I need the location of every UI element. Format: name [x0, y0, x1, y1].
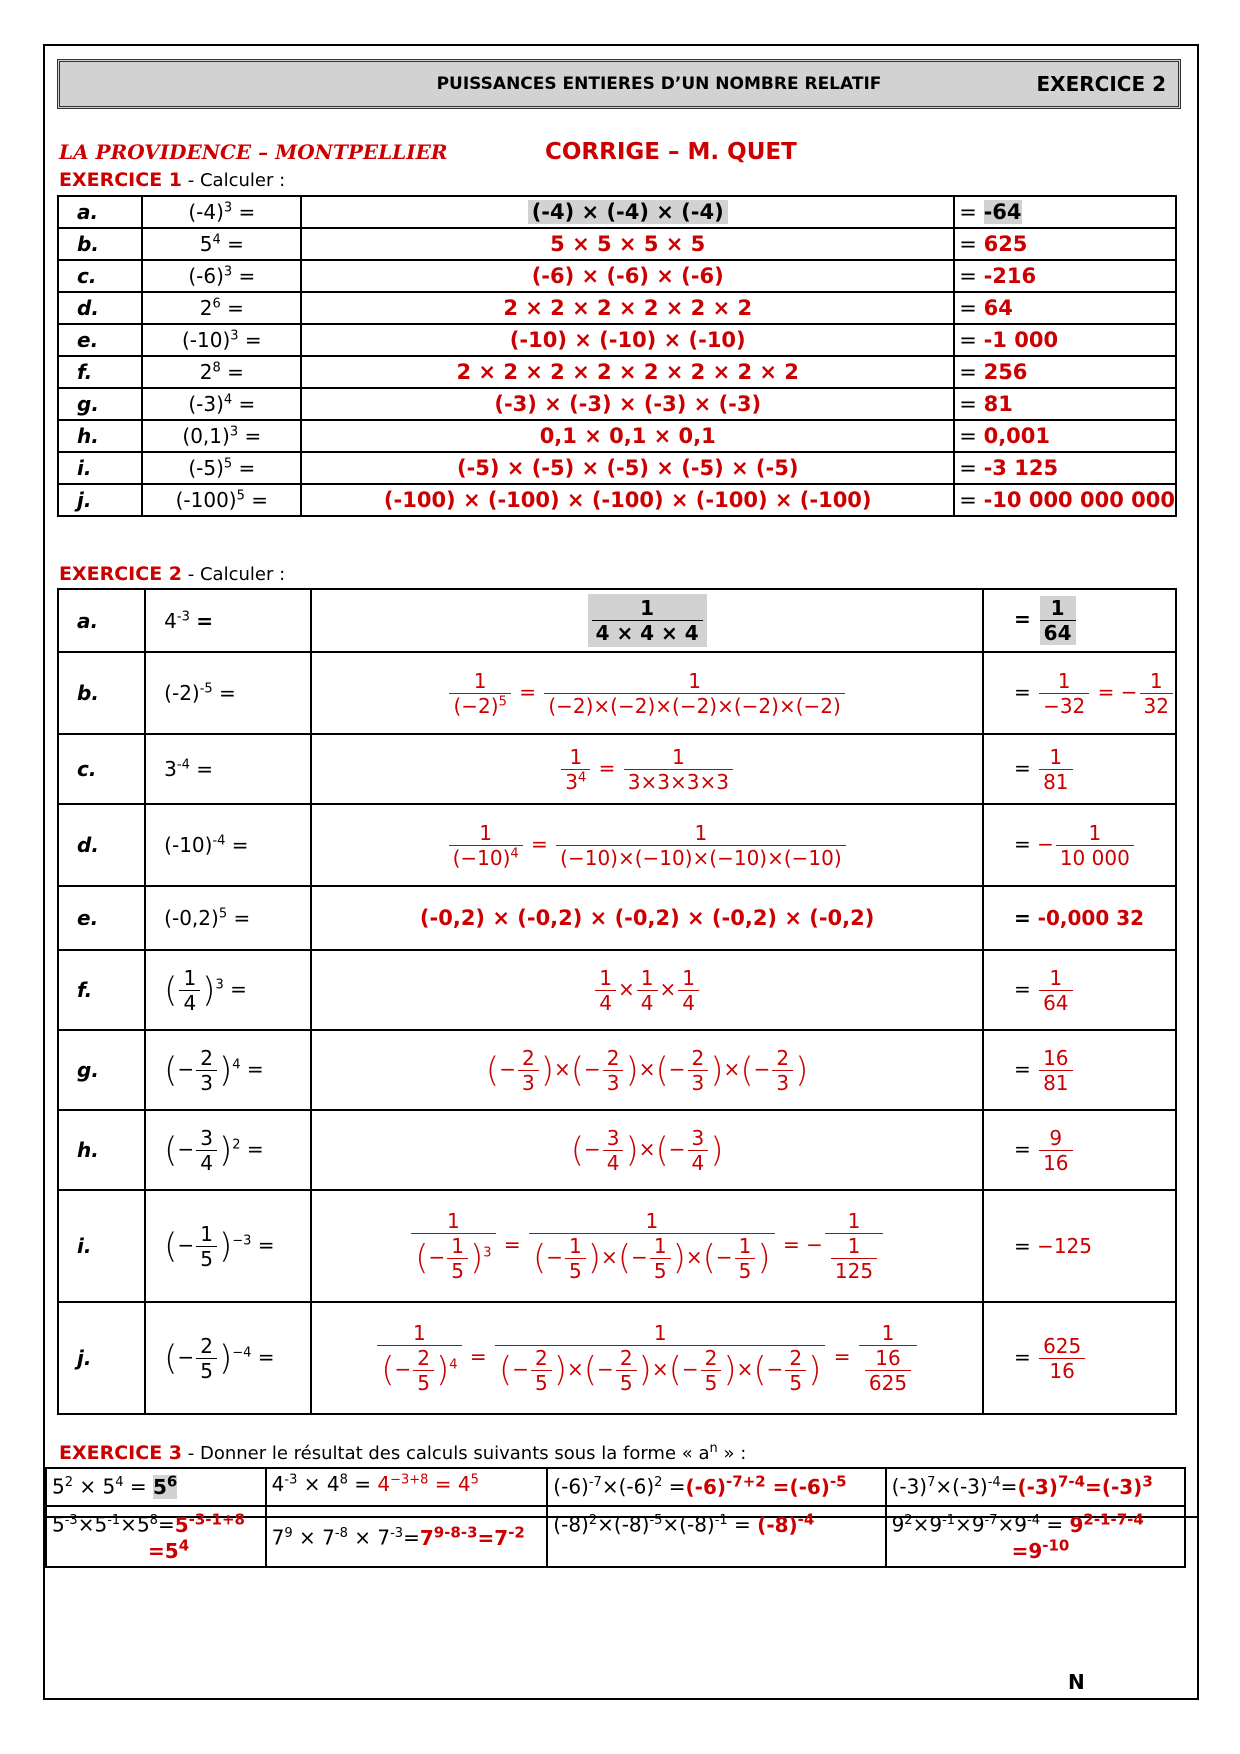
result: = -10 000 000 000: [954, 484, 1176, 516]
expansion: (-10) × (-10) × (-10): [301, 324, 954, 356]
ex1-row: [58, 324, 1176, 356]
ex2-row-i: i. (− $\frac{1}{5}$ )$^{-3}$ = 1 (− $\frac{1}{5}$ )$^3$ = 1 (− $\frac{1}{5}$ )×(− $\frac{1}{5}$ )×(− $\frac{1}{5}$ ) = − $\frac{1}{\frac{1}{125}}$ = −125: [58, 1190, 1176, 1302]
result: = -64: [954, 196, 1176, 228]
exercise-tag: EXERCICE 2: [1036, 72, 1166, 96]
ex3-table: [45, 1467, 1186, 1568]
ex3-cell-3: $(-6)^{-7}\times(-6)^2 =(-6)^{-7+2} =(-6)^{-5}$: [547, 1468, 885, 1506]
ex1-table: [57, 195, 1177, 517]
power-expression: $2^6$ =: [142, 292, 301, 324]
row-letter: c.: [58, 260, 142, 292]
power-expression: $2^8$ =: [142, 356, 301, 388]
ex3-cell-7: $(-8)^2\times(-8)^{-5}\times(-8)^{-1} = (-8)^{-4}$: [547, 1506, 885, 1567]
corner-mark: N: [1068, 1670, 1085, 1694]
ex3-cell-1: $5^2 \times 5^4 = 5^6$: [46, 1468, 266, 1506]
ex2-row-g: g. (− $\frac{2}{3}$ )$^4$ = (− $\frac{2}{3}$ )×(− $\frac{2}{3}$ )×(− $\frac{2}{3}$ )×(− $\frac{2}{3}$ ) = $\frac{16}{81}$: [58, 1030, 1176, 1110]
ex3-cell-5: $5^{-3}\times 5^{-1}\times 5^8=5^{-3-1+8}$ $=5^4$: [46, 1506, 266, 1567]
ex1-row: [58, 260, 1176, 292]
result: = 81: [954, 388, 1176, 420]
row-letter: h.: [58, 420, 142, 452]
ex2-row-d: d. $(-10)^{-4}$ = $\frac{1}{(-10)^4}$ = $\frac{1}{(-10)\times(-10)\times(-10)\times(-10)}$ = − $\frac{1}{10 000}$: [58, 804, 1176, 886]
row-letter: j.: [58, 484, 142, 516]
ex1-row: [58, 356, 1176, 388]
ex2-heading: EXERCICE 2 - Calculer :: [59, 563, 286, 585]
ex1-row: [58, 196, 1176, 228]
row-letter: b.: [58, 228, 142, 260]
ex1-row: [58, 228, 1176, 260]
ex2-row-e: e. $(-0,2)^5$ = (-0,2) × (-0,2) × (-0,2) × (-0,2) × (-0,2) = -0,000 32: [58, 886, 1176, 950]
expansion: (-5) × (-5) × (-5) × (-5) × (-5): [301, 452, 954, 484]
power-expression: $5^4$ =: [142, 228, 301, 260]
expansion: 2 × 2 × 2 × 2 × 2 × 2: [301, 292, 954, 324]
ex1-heading: EXERCICE 1 - Calculer :: [59, 169, 286, 191]
ex3-cell-4: $(-3)^7\times(-3)^{-4}=(-3)^{7-4}=(-3)^3$: [886, 1468, 1185, 1506]
ex2-row-b: b. $(-2)^{-5}$ = $\frac{1}{(-2)^5}$ = $\frac{1}{(-2)\times(-2)\times(-2)\times(-2)\times(-2)}$ = $\frac{1}{-32}$ = − $\frac{1}{32}$: [58, 652, 1176, 734]
ex3-heading: EXERCICE 3 - Donner le résultat des calculs suivants sous la forme « $a^n$ » :: [59, 1441, 747, 1464]
power-expression: $(-10)^3$ =: [142, 324, 301, 356]
expansion: 0,1 × 0,1 × 0,1: [301, 420, 954, 452]
ex2-table: [57, 588, 1177, 1415]
power-expression: $(0,1)^3$ =: [142, 420, 301, 452]
result: = 625: [954, 228, 1176, 260]
result: = 256: [954, 356, 1176, 388]
ex2-row-f: f. ( $\frac{1}{4}$ )$^3$ = $\frac{1}{4}$ × $\frac{1}{4}$ × $\frac{1}{4}$ = $\frac{1}{64}$: [58, 950, 1176, 1030]
expansion: (-4) × (-4) × (-4): [301, 196, 954, 228]
header-banner: [57, 59, 1181, 109]
power-expression: $(-100)^5$ =: [142, 484, 301, 516]
result: = -3 125: [954, 452, 1176, 484]
page-title: PUISSANCES ENTIERES D’UN NOMBRE RELATIF: [436, 74, 882, 94]
ex2-row-j: j. (− $\frac{2}{5}$ )$^{-4}$ = 1 (− $\frac{2}{5}$ )$^4$ = 1 (− $\frac{2}{5}$ )×(− $\frac{2}{5}$ )×(− $\frac{2}{5}$ )×(− $\frac{2}{5}$ ) = $\frac{1}{\frac{16}{625}}$ = $\frac{625}{16}$: [58, 1302, 1176, 1414]
ex3-cell-6: $7^9 \times 7^{-8} \times 7^{-3}=7^{9-8-3}=7^{-2}$: [266, 1506, 548, 1567]
result: = -1 000: [954, 324, 1176, 356]
ex1-row: [58, 452, 1176, 484]
expansion: (-3) × (-3) × (-3) × (-3): [301, 388, 954, 420]
power-expression: $(-6)^3$ =: [142, 260, 301, 292]
row-letter: g.: [58, 388, 142, 420]
power-expression: $(-5)^5$ =: [142, 452, 301, 484]
ex1-row: [58, 420, 1176, 452]
ex2-row-h: h. (− $\frac{3}{4}$ )$^2$ = (− $\frac{3}{4}$ )×(− $\frac{3}{4}$ ) = $\frac{9}{16}$: [58, 1110, 1176, 1190]
ex3-row-1: [46, 1468, 1185, 1506]
ex3-row-2: [46, 1506, 1185, 1567]
power-expression: $(-3)^4$ =: [142, 388, 301, 420]
result: = -216: [954, 260, 1176, 292]
corrige-title: CORRIGE – M. QUET: [545, 139, 797, 165]
ex1-row: [58, 484, 1176, 516]
row-letter: d.: [58, 292, 142, 324]
expansion: 2 × 2 × 2 × 2 × 2 × 2 × 2 × 2: [301, 356, 954, 388]
expansion: (-100) × (-100) × (-100) × (-100) × (-100): [301, 484, 954, 516]
ex3-cell-2: $4^{-3} \times 4^8 = 4^{-3+8} = 4^5$: [266, 1468, 548, 1506]
ex2-row-a: a. $4^{-3}$ = $\frac{1}{4 \times 4 \times 4}$ = $\frac{1}{64}$: [58, 589, 1176, 652]
expansion: 5 × 5 × 5 × 5: [301, 228, 954, 260]
row-letter: i.: [58, 452, 142, 484]
result: = 64: [954, 292, 1176, 324]
row-letter: a.: [58, 196, 142, 228]
power-expression: $(-4)^3$ =: [142, 196, 301, 228]
expansion: (-6) × (-6) × (-6): [301, 260, 954, 292]
ex1-row: [58, 388, 1176, 420]
row-letter: f.: [58, 356, 142, 388]
ex1-row: [58, 292, 1176, 324]
school-name: LA PROVIDENCE – MONTPELLIER: [59, 140, 448, 164]
ex3-cell-8: $9^2\times 9^{-1}\times 9^{-7}\times 9^{-4} = 9^{2-1-7-4}$ $=9^{-10}$: [886, 1506, 1185, 1567]
ex2-row-c: c. $3^{-4}$ = $\frac{1}{3^4}$ = $\frac{1}{3\times 3\times 3\times 3}$ = $\frac{1}{81}$: [58, 734, 1176, 804]
row-letter: e.: [58, 324, 142, 356]
result: = 0,001: [954, 420, 1176, 452]
